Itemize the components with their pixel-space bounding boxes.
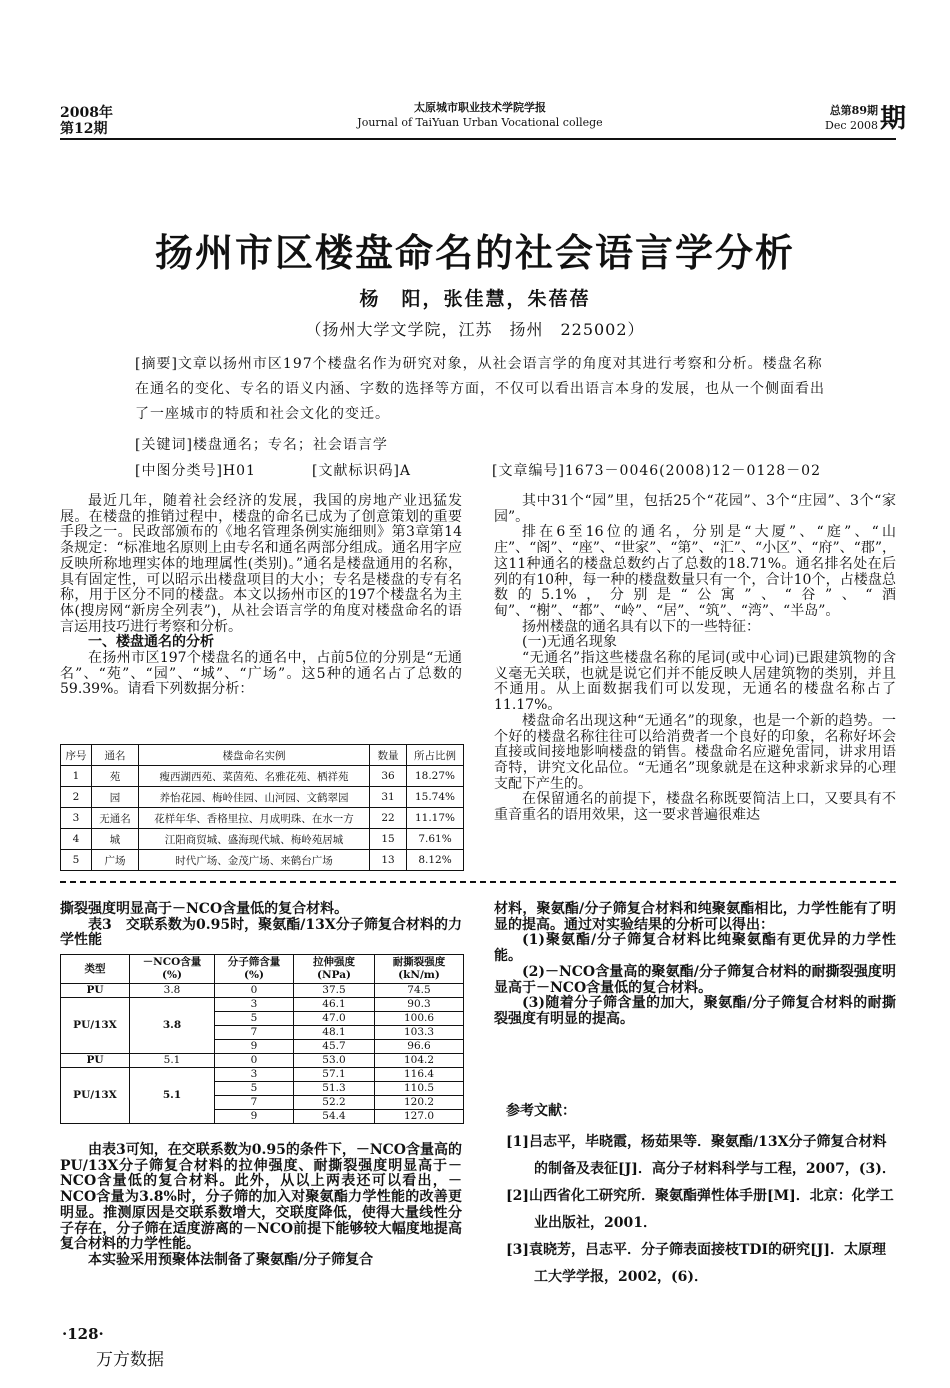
- table-1: [60, 744, 464, 871]
- table-cell: PU: [61, 984, 130, 998]
- table-cell: 瘦西湖西苑、菜茵苑、名雅花苑、栖祥苑: [139, 766, 370, 787]
- section-heading: 一、楼盘通名的分析: [88, 634, 214, 651]
- header-issue: [60, 105, 113, 137]
- table-cell: 11.17%: [407, 808, 464, 829]
- table-row: [61, 808, 464, 829]
- table-header: 分子筛含量(%): [215, 955, 294, 984]
- table-row: [61, 766, 464, 787]
- table-cell: 100.6: [375, 1012, 464, 1026]
- table-cell: PU/13X: [61, 998, 130, 1054]
- table-cell: 5: [61, 850, 92, 871]
- table-cell: 5: [215, 1082, 294, 1096]
- header-issue-number: 第12期: [60, 121, 108, 137]
- table-cell: 花样年华、香格里拉、月成明珠、在水一方: [139, 808, 370, 829]
- table-cell: 15: [370, 829, 407, 850]
- table-cell: 养怡花园、梅岭佳园、山河园、文鹤翠园: [139, 787, 370, 808]
- table-cell: 104.2: [375, 1054, 464, 1068]
- paper-title: 扬州市区楼盘命名的社会语言学分析: [154, 230, 795, 275]
- table-cell: 7: [215, 1026, 294, 1040]
- table-cell: 5.1: [130, 1068, 215, 1124]
- left-bottom-lead: [60, 902, 462, 949]
- paper-affiliation: （扬州大学文学院，江苏 扬州 225002）: [305, 320, 645, 339]
- paragraph: 其中31个“园”里，包括25个“花园”、3个“庄园”、3个“家园”。: [494, 493, 896, 525]
- table-cell: 48.1: [294, 1026, 375, 1040]
- table-cell: 3.8: [130, 984, 215, 998]
- conclusion-item: (3)随着分子筛含量的加大，聚氨酯/分子筛复合材料的耐撕裂强度有明显的提高。: [494, 995, 896, 1027]
- table-cell: 36: [370, 766, 407, 787]
- keywords: [关键词]楼盘通名；专名；社会语言学: [135, 437, 388, 453]
- table-cell: 0: [215, 1054, 294, 1068]
- references: [506, 1098, 896, 1291]
- table-cell: 8.12%: [407, 850, 464, 871]
- table-cell: 57.1: [294, 1068, 375, 1082]
- table-row: [61, 1068, 464, 1082]
- header-rule: [60, 138, 896, 140]
- table-cell: 96.6: [375, 1040, 464, 1054]
- table-row: [61, 829, 464, 850]
- paper-authors: 杨 阳，张佳慧，朱蓓蓓: [359, 288, 591, 310]
- table-cell: 1: [61, 766, 92, 787]
- paragraph: 最近几年，随着社会经济的发展，我国的房地产业迅猛发展。在楼盘的推销过程中，楼盘的命名已成为了创意策划的重要手段之一。民政部颁布的《地名管理条例实施细则》第3章第14条规定：“标准地名原则上由专名和通名两部分组成。通名用字应反映所称地理实体的地理属性(类别)。”通名是楼盘通用的名称，具有固定性，可以昭示出楼盘项目的大小；专名是楼盘的专有名称，用于区分不同的楼盘。本文以扬州市区的197个楼盘名为主体(搜房网“新房全列表”)，从社会语言学的角度对楼盘命名的语言运用技巧进行考察和分析。: [60, 493, 462, 635]
- table-row: [61, 984, 464, 998]
- paragraph: 撕裂强度明显高于－NCO含量低的复合材料。: [60, 901, 349, 917]
- table-cell: 0: [215, 984, 294, 998]
- references-title: 参考文献：: [506, 1103, 576, 1119]
- table-cell: 110.5: [375, 1082, 464, 1096]
- table-cell: 13: [370, 850, 407, 871]
- table-cell: 18.27%: [407, 766, 464, 787]
- watermark: 万方数据: [96, 1350, 164, 1370]
- abstract: [摘要]文章以扬州市区197个楼盘名作为研究对象，从社会语言学的角度对其进行考察和分析。楼盘名称在通名的变化、专名的语义内涵、字数的选择等方面，不仅可以看出语言本身的发展，也从一个侧面看出了一座城市的特质和社会文化的变迁。: [135, 356, 825, 422]
- table-cell: 时代广场、金茂广场、来鹤台广场: [139, 850, 370, 871]
- table-header: 类型: [61, 955, 130, 984]
- table-cell: 45.7: [294, 1040, 375, 1054]
- table-cell: 90.3: [375, 998, 464, 1012]
- table-cell: 5: [215, 1012, 294, 1026]
- header-journal: [340, 100, 620, 130]
- table-cell: 城: [92, 829, 139, 850]
- table-row: [61, 787, 464, 808]
- table-row: [61, 1054, 464, 1068]
- table-cell: 46.1: [294, 998, 375, 1012]
- right-column-top: [494, 494, 896, 824]
- table-cell: 37.5: [294, 984, 375, 998]
- table-header: 拉伸强度(NPa): [294, 955, 375, 984]
- table-header: 数量: [370, 745, 407, 766]
- article-separator: [60, 881, 896, 883]
- table-cell: 51.3: [294, 1082, 375, 1096]
- doc-code: [文献标识码]A: [312, 463, 412, 479]
- table-cell: 广场: [92, 850, 139, 871]
- table-cell: 3: [215, 998, 294, 1012]
- table-cell: 47.0: [294, 1012, 375, 1026]
- paragraph: 在保留通名的前提下，楼盘名称既要简洁上口，又要具有不重音重名的语用效果，这一要求普遍很难达: [494, 791, 896, 824]
- table-cell: 74.5: [375, 984, 464, 998]
- table-header: 序号: [61, 745, 92, 766]
- table-cell: 52.2: [294, 1096, 375, 1110]
- total-issue: 总第89期: [829, 104, 878, 117]
- paragraph: 在扬州市区197个楼盘名的通名中，占前5位的分别是“无通名”、“苑”、“园”、“城”、“广场”。这5种的通名占了总数的59.39%。请看下列数据分析：: [60, 650, 462, 698]
- paragraph: “无通名”指这些楼盘名称的尾词(或中心词)已跟建筑物的含义毫无关联，也就是说它们并不能反映人居建筑物的类别，并且不通用。从上面数据我们可以发现，无通名的楼盘名称占了11.17%。: [494, 650, 896, 714]
- table-cell: 53.0: [294, 1054, 375, 1068]
- article-number: [文章编号]1673－0046(2008)12－0128－02: [492, 463, 821, 479]
- paragraph: 楼盘命名出现这种“无通名”的现象，也是一个新的趋势。一个好的楼盘名称往往可以给消费者一个良好的印象，名称好坏会直接或间接地影响楼盘的销售。楼盘命名应避免雷同，讲求用语奇特，讲究文化品位。“无通名”现象就是在这种求新求异的心理支配下产生的。: [494, 712, 896, 792]
- table-row: [61, 998, 464, 1012]
- table-cell: 116.4: [375, 1068, 464, 1082]
- table-3: [60, 954, 464, 1124]
- table-cell: 9: [215, 1040, 294, 1054]
- table-cell: 苑: [92, 766, 139, 787]
- table-cell: PU: [61, 1054, 130, 1068]
- issue-date: Dec 2008: [825, 119, 878, 132]
- table-row: [61, 850, 464, 871]
- table-cell: 5.1: [130, 1054, 215, 1068]
- journal-name-cn: 太原城市职业技术学院学报: [414, 101, 546, 114]
- table-cell: PU/13X: [61, 1068, 130, 1124]
- right-column-bottom: [494, 902, 896, 1028]
- header-right: [800, 103, 878, 133]
- paragraph: 材料，聚氨酯/分子筛复合材料和纯聚氨酯相比，力学性能有了明显的提高。通过对实验结果的分析可以得出：: [494, 901, 896, 933]
- table-cell: 3: [61, 808, 92, 829]
- table-header: 通名: [92, 745, 139, 766]
- paragraph: 排在6至16位的通名，分别是“大厦”、“庭”、“山庄”、“阁”、“座”、“世家”、“第”、“汇”、“小区”、“府”、“郡”，这11种通名的楼盘总数约占了总数的18.71%。通名排名处在后列的有10种，每一种的楼盘数量只有一个，合计10个，占楼盘总数的5.1%，分别是“公寓”、“谷”、“酒甸”、“榭”、“都”、“岭”、“居”、“筑”、“湾”、“半岛”。: [494, 524, 896, 619]
- header-big-char: 期: [880, 104, 907, 134]
- table-cell: 15.74%: [407, 787, 464, 808]
- table-cell: 7.61%: [407, 829, 464, 850]
- table-caption: 表3 交联系数为0.95时，聚氨酯/13X分子筛复合材料的力学性能: [60, 916, 462, 949]
- conclusion-item: (2)－NCO含量高的聚氨酯/分子筛复合材料的耐撕裂强度明显高于－NCO含量低的复合材料。: [494, 963, 896, 996]
- journal-name-en: Journal of TaiYuan Urban Vocational college: [357, 116, 603, 129]
- header-year: 2008年: [60, 105, 113, 121]
- table-header: 耐撕裂强度(kN/m): [375, 955, 464, 984]
- table-cell: 4: [61, 829, 92, 850]
- table-cell: 2: [61, 787, 92, 808]
- table-header-row: [61, 745, 464, 766]
- clc-number: [中图分类号]H01: [135, 463, 256, 479]
- table-header: 楼盘命名实例: [139, 745, 370, 766]
- reference-item: [3]袁晓芳，吕志平．分子筛表面接枝TDI的研究[J]．太原理工大学学报，2002，(6)．: [506, 1242, 886, 1285]
- paragraph: 本实验采用预聚体法制备了聚氨酯/分子筛复合: [88, 1251, 374, 1268]
- table-header: 所占比例: [407, 745, 464, 766]
- table-cell: 江阳商贸城、盛海现代城、梅岭苑居城: [139, 829, 370, 850]
- paragraph: 扬州楼盘的通名具有以下的一些特征：: [522, 618, 760, 635]
- reference-item: [2]山西省化工研究所．聚氨酯弹性体手册[M]．北京：化学工业出版社，2001．: [506, 1188, 894, 1231]
- table-cell: 园: [92, 787, 139, 808]
- table-cell: 31: [370, 787, 407, 808]
- table-cell: 22: [370, 808, 407, 829]
- table-header-row: [61, 955, 464, 984]
- table-cell: 3: [215, 1068, 294, 1082]
- table-cell: 9: [215, 1110, 294, 1124]
- reference-item: [1]吕志平，毕晓霞，杨茹果等．聚氨酯/13X分子筛复合材料的制备及表征[J]．高分子材料科学与工程，2007，(3)．: [506, 1134, 896, 1177]
- table-cell: 103.3: [375, 1026, 464, 1040]
- table-header: －NCO含量(%): [130, 955, 215, 984]
- page-number: ·128·: [62, 1325, 104, 1343]
- conclusion-item: (1)聚氨酯/分子筛复合材料比纯聚氨酯有更优异的力学性能。: [494, 932, 896, 965]
- table-cell: 120.2: [375, 1096, 464, 1110]
- left-column-bottom: [60, 1143, 462, 1269]
- table-cell: 7: [215, 1096, 294, 1110]
- subsection-heading: (一)无通名现象: [522, 634, 617, 651]
- left-column-top: [60, 494, 462, 698]
- table-cell: 无通名: [92, 808, 139, 829]
- table-cell: 127.0: [375, 1110, 464, 1124]
- paragraph: 由表3可知，在交联系数为0.95的条件下，－NCO含量高的PU/13X分子筛复合材料的拉伸强度、耐撕裂强度明显高于－NCO含量低的复合材料。此外，从以上两表还可以看出，－NCO含量为3.8%时，分子筛的加入对聚氨酯力学性能的改善更明显。推测原因是交联系数增大，交联度降低，使得大量线性分子存在，分子筛在适度游离的－NCO前提下能够较大幅度地提高复合材料的力学性能。: [60, 1142, 462, 1253]
- table-cell: 3.8: [130, 998, 215, 1054]
- table-cell: 54.4: [294, 1110, 375, 1124]
